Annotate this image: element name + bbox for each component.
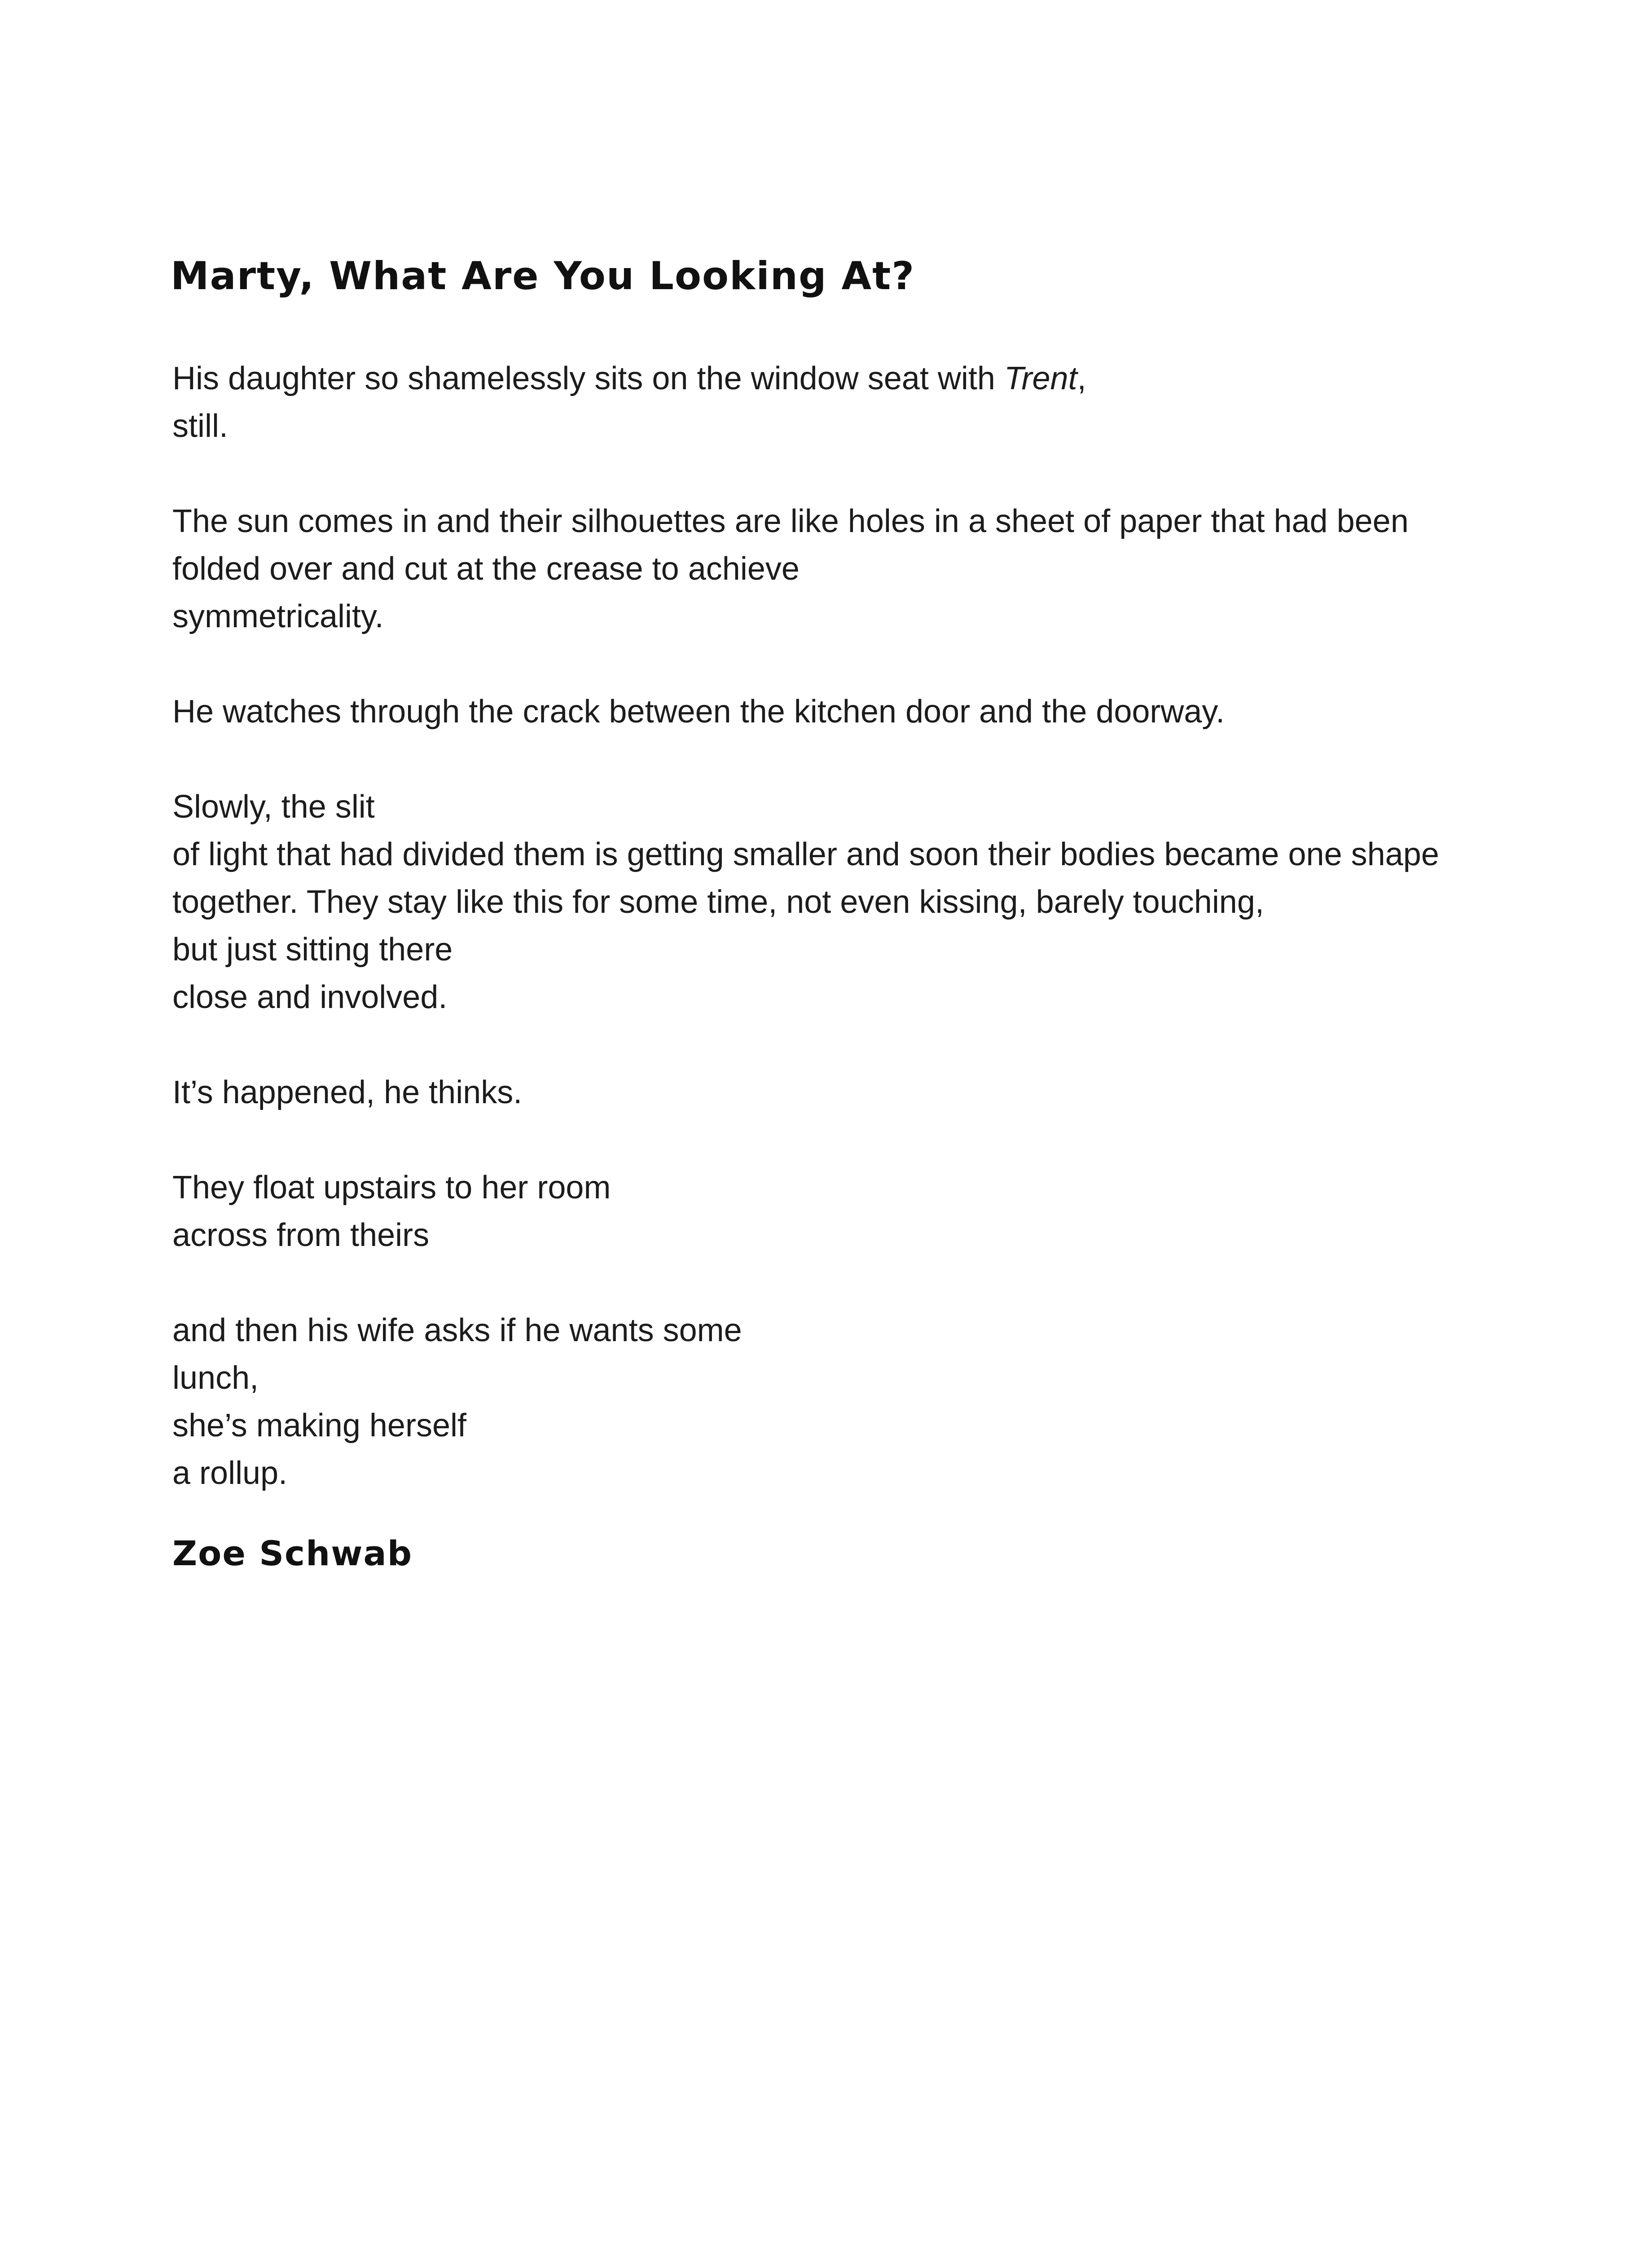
line-text: , <box>1077 361 1086 396</box>
italic-name: Trent <box>1004 361 1077 396</box>
stanza <box>172 1307 1519 1497</box>
poem-title: Marty, What Are You Looking At? <box>171 254 915 299</box>
poem-line <box>172 355 1519 402</box>
line-text: His daughter so shamelessly sits on the window seat with <box>172 361 1004 396</box>
poem-line: she’s making herself <box>172 1408 466 1444</box>
poem-line: still. <box>172 408 228 444</box>
poem-line: He watches through the crack between the kitchen door and the doorway. <box>172 694 1225 730</box>
poem-line: close and involved. <box>172 979 448 1015</box>
poem-line: a rollup. <box>172 1455 288 1491</box>
poem-line: of light that had divided them is getting smaller and soon their bodies became one shape <box>172 836 1439 872</box>
poem-line: across from theirs <box>172 1217 430 1253</box>
poem-line: and then his wife asks if he wants some <box>172 1312 742 1348</box>
stanza <box>172 1164 1519 1259</box>
poem-line: It’s happened, he thinks. <box>172 1074 523 1110</box>
poem-line: symmetricality. <box>172 599 384 634</box>
poem-body <box>172 355 1519 1545</box>
stanza <box>172 688 1519 735</box>
poem-line: together. They stay like this for some time, not even kissing, barely touching, <box>172 884 1264 920</box>
poem-line: The sun comes in and their silhouettes are like holes in a sheet of paper that had been <box>172 503 1409 539</box>
poem-line: but just sitting there <box>172 932 453 968</box>
stanza <box>172 783 1519 1021</box>
stanza <box>172 1069 1519 1116</box>
stanza <box>172 497 1519 640</box>
poem-line: lunch, <box>172 1360 259 1396</box>
poem-line: They float upstairs to her room <box>172 1170 611 1206</box>
author-name: Zoe Schwab <box>172 1533 413 1573</box>
poem-line: folded over and cut at the crease to achieve <box>172 551 800 587</box>
stanza <box>172 355 1519 450</box>
poem-line: Slowly, the slit <box>172 789 375 825</box>
